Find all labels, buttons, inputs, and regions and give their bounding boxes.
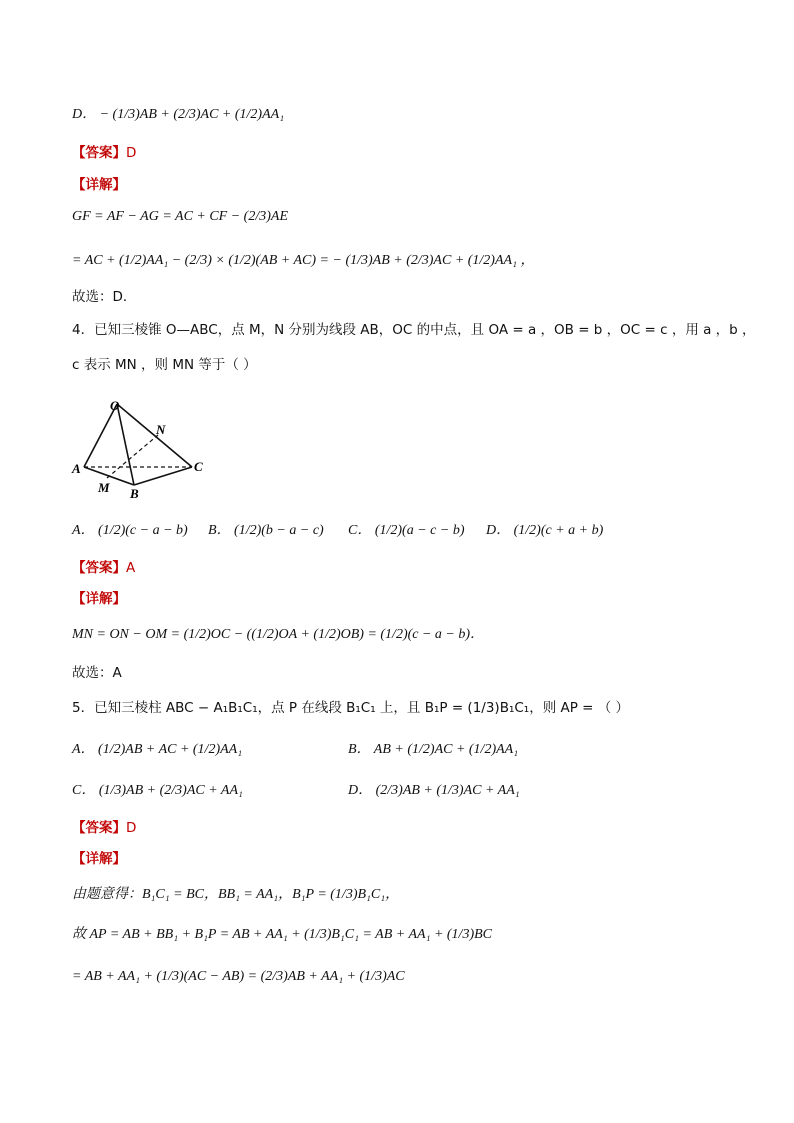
q5-detail-label: 【详解】 bbox=[72, 851, 126, 867]
q5-detail-line1: 由题意得：B₁C₁ = BC，BB₁ = AA₁，B₁P = (1/3)B₁C₁， bbox=[72, 887, 400, 902]
label-n: N bbox=[156, 422, 166, 437]
q4-conclusion: 故选：A bbox=[72, 665, 122, 681]
q5-answer-label: 【答案】 bbox=[72, 820, 126, 836]
q5-option-c: C． (1/3)AB + (2/3)AC + AA₁ bbox=[72, 783, 243, 798]
q5-option-b: B． AB + (1/2)AC + (1/2)AA₁ bbox=[348, 742, 519, 757]
label-b: B bbox=[130, 486, 139, 500]
q4-stem-line1: 4．已知三棱锥 O—ABC，点 M，N 分别为线段 AB，OC 的中点，且 OA = a ，OB = b ，OC = c ，用 a ，b ， bbox=[72, 322, 756, 338]
q4-option-d: D． (1/2)(c + a + b) bbox=[486, 523, 604, 538]
q4-detail-line1: MN = ON − OM = (1/2)OC − ((1/2)OA + (1/2)OB) = (1/2)(c − a − b)． bbox=[72, 627, 485, 642]
q5-detail-line3: = AB + AA₁ + (1/3)(AC − AB) = (2/3)AB + AA₁ + (1/3)AC bbox=[72, 969, 405, 984]
q3-answer bbox=[72, 144, 136, 162]
q5-option-d: D． (2/3)AB + (1/3)AC + AA₁ bbox=[348, 783, 520, 798]
edge-oa bbox=[84, 404, 117, 467]
q4-answer bbox=[72, 559, 135, 577]
q4-stem-line2: c 表示 MN ，则 MN 等于（ ） bbox=[72, 357, 257, 373]
q4-option-b: B． (1/2)(b − a − c) bbox=[208, 523, 324, 538]
label-a: A bbox=[72, 461, 81, 476]
q5-stem: 5．已知三棱柱 ABC − A₁B₁C₁，点 P 在线段 B₁C₁ 上，且 B₁P = (1/3)B₁C₁，则 AP = （ ） bbox=[72, 700, 630, 716]
q3-detail-line2: = AC + (1/2)AA₁ − (2/3) × (1/2)(AB + AC) = − (1/3)AB + (2/3)AC + (1/2)AA₁ ， bbox=[72, 253, 535, 268]
label-m: M bbox=[98, 480, 110, 495]
edge-bc bbox=[134, 467, 192, 485]
q3-option-d: D． − (1/3)AB + (2/3)AC + (1/2)AA₁ bbox=[72, 107, 285, 122]
q5-answer bbox=[72, 819, 136, 837]
label-o: O bbox=[110, 398, 120, 413]
q3-answer-value: D bbox=[126, 145, 137, 161]
q5-detail-line2: 故 AP = AB + BB₁ + B₁P = AB + AA₁ + (1/3)B₁C₁ = AB + AA₁ + (1/3)BC bbox=[72, 927, 492, 942]
q3-answer-label: 【答案】 bbox=[72, 145, 126, 161]
q5-option-a: A． (1/2)AB + AC + (1/2)AA₁ bbox=[72, 742, 243, 757]
tetrahedron-figure bbox=[70, 396, 210, 500]
q4-option-c: C． (1/2)(a − c − b) bbox=[348, 523, 465, 538]
q4-option-a: A． (1/2)(c − a − b) bbox=[72, 523, 188, 538]
q3-conclusion: 故选：D． bbox=[72, 289, 137, 305]
q3-detail-line1: GF = AF − AG = AC + CF − (2/3)AE bbox=[72, 209, 289, 224]
q4-answer-label: 【答案】 bbox=[72, 560, 126, 576]
q5-answer-value: D bbox=[126, 820, 137, 836]
segment-mn bbox=[107, 435, 158, 478]
label-c: C bbox=[194, 459, 203, 474]
q4-answer-value: A bbox=[126, 560, 136, 576]
q4-detail-label: 【详解】 bbox=[72, 591, 126, 607]
q3-detail-label: 【详解】 bbox=[72, 177, 126, 193]
